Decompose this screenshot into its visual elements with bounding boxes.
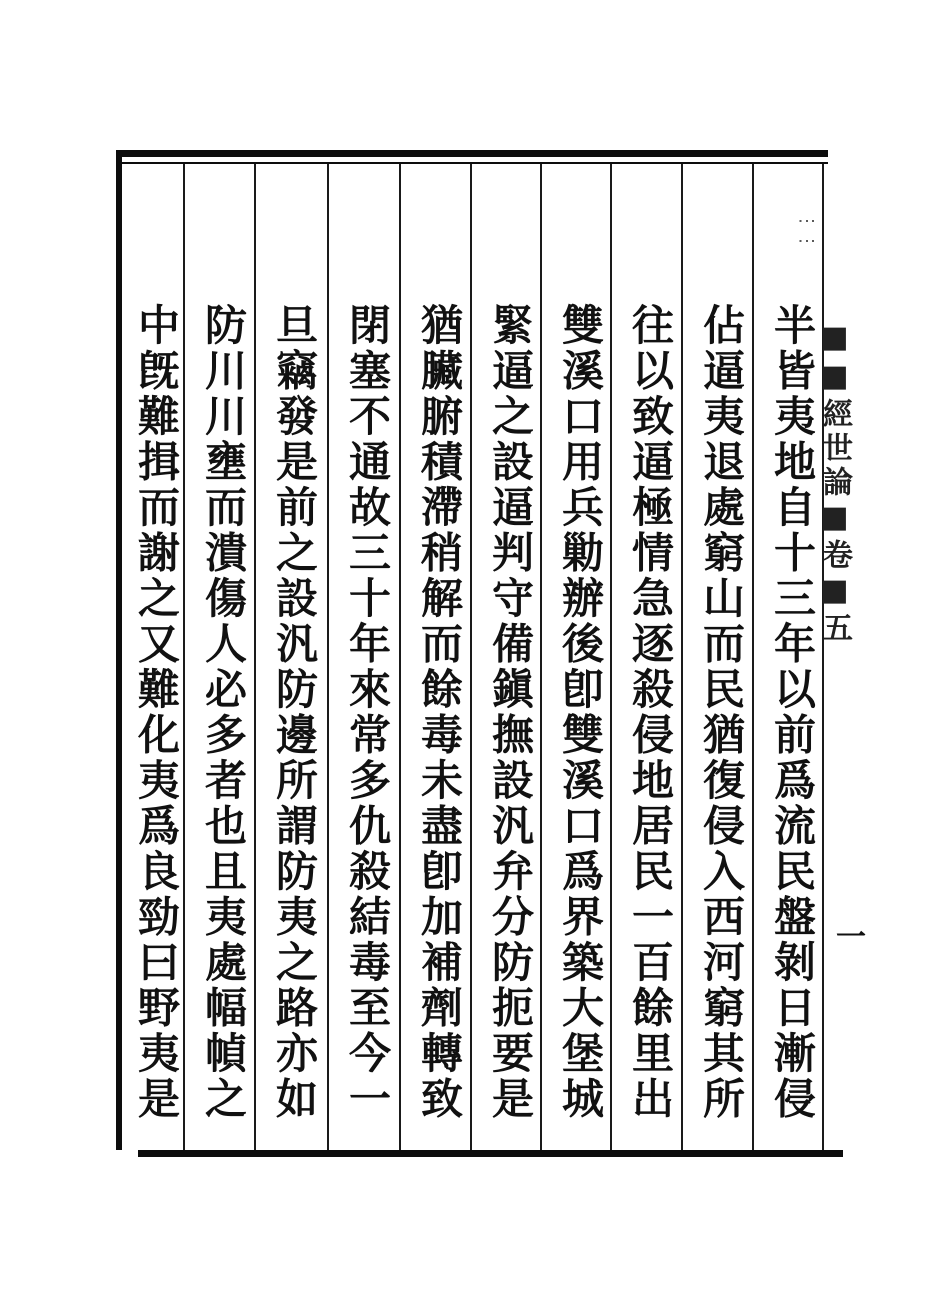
column-text: 防川川壅而潰傷人必多者也且夷處幅幀之 (199, 303, 248, 1122)
column-divider (610, 164, 612, 1150)
text-column-3 (620, 0, 680, 1312)
text-column-9 (193, 0, 253, 1312)
column-text: 往以致逼極情急逐殺侵地居民一百餘里出 (626, 303, 675, 1122)
text-column-2 (691, 0, 751, 1312)
column-text: 緊逼之設逼判守備鎭撫設汎弁分防扼要是 (486, 303, 535, 1122)
column-text: 旦竊發是前之設汎防邊所謂防夷之路亦如 (270, 303, 319, 1122)
column-text: 中旣難揖而謝之又難化夷爲良勁曰野夷是 (132, 303, 181, 1122)
column-text: 半皆夷地自十三年以前爲流民盤剝日漸侵 (768, 303, 817, 1122)
column-divider (540, 164, 542, 1150)
text-column-5 (480, 0, 540, 1312)
left-border (116, 150, 122, 1150)
page-number: 一 (836, 920, 866, 955)
column-divider (399, 164, 401, 1150)
column-text: 猶臟腑積滯稍解而餘毒未盡卽加補劑轉致 (415, 303, 464, 1122)
column-text: 佔逼夷退處窮山而民猶復侵入西河窮其所 (697, 303, 746, 1122)
column-text: 閉塞不通故三十年來常多仇殺結毒至今一 (343, 303, 392, 1122)
text-column-1 (762, 0, 822, 1312)
text-column-6 (409, 0, 469, 1312)
column-divider (752, 164, 754, 1150)
text-column-4 (550, 0, 610, 1312)
column-divider (681, 164, 683, 1150)
text-column-8 (264, 0, 324, 1312)
margin-title: ■■經世論■卷■五 (817, 320, 852, 646)
column-divider (470, 164, 472, 1150)
dot-marks: ⋮⋮ (796, 212, 817, 252)
column-divider (822, 164, 824, 1150)
column-divider (327, 164, 329, 1150)
text-column-10 (126, 0, 186, 1312)
column-divider (254, 164, 256, 1150)
column-text: 雙溪口用兵勦辦後卽雙溪口爲界築大堡城 (556, 303, 605, 1122)
text-column-7 (337, 0, 397, 1312)
